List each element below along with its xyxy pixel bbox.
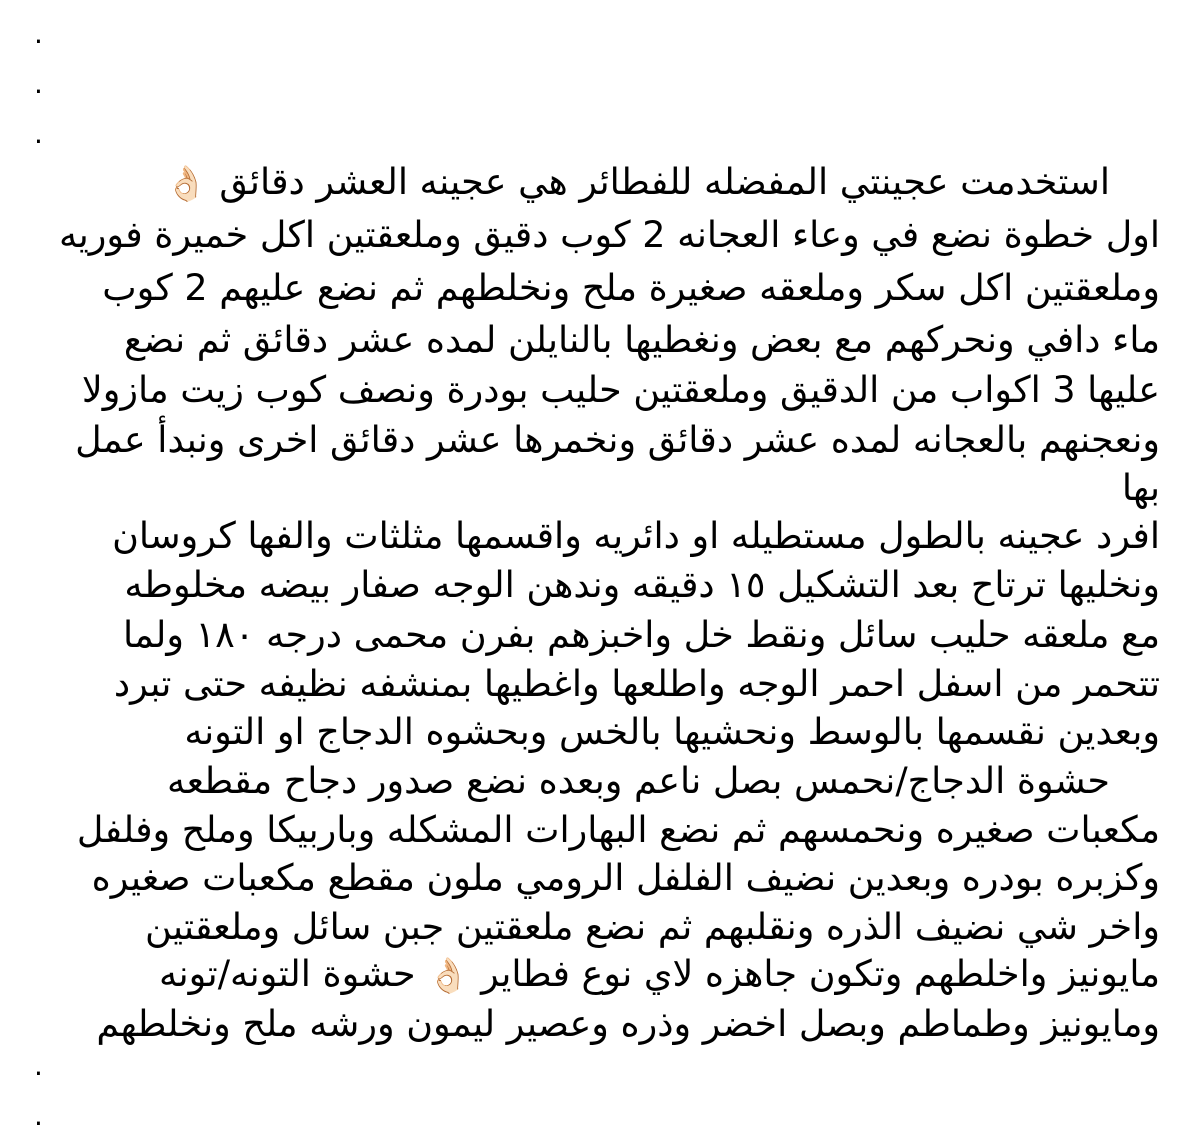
tuna-filling-line [159,948,1160,1000]
dough-line: وملعقتين اكل سكر وملعقه صغيرة ملح ونخلطهم ثم نضع عليهم 2 كوب [102,266,1160,309]
leading-dot: . [34,17,43,50]
filling-ready-text: مايونيز واخلطهم وتكون جاهزه لاي نوع فطاير [481,952,1160,995]
dough-line: عليها 3 اكواب من الدقيق وملعقتين حليب بودرة ونصف كوب زيت مازولا [81,368,1160,411]
dough-line: ونعجنهم بالعجانه لمده عشر دقائق ونخمرها عشر دقائق اخرى ونبدأ عمل [75,418,1160,461]
tuna-filling-line: ومايونيز وطماطم وبصل اخضر وذره وعصير ليمون ورشه ملح ونخلطهم [96,1002,1160,1045]
trailing-dot: . [34,1049,43,1082]
shaping-line: ونخليها ترتاح بعد التشكيل ١٥ دقيقه وندهن الوجه صفار بيضه مخلوطه [124,563,1160,606]
leading-dot: . [34,67,43,100]
chicken-filling-line: مكعبات صغيره ونحمسهم ثم نضع البهارات المشكله وباربيكا وملح وفلفل [76,808,1160,851]
shaping-line: تتحمر من اسفل احمر الوجه واطلعها واغطيها بمنشفه نظيفه حتى تبرد [113,662,1160,705]
trailing-dot: . [34,1099,43,1132]
ok-hand-icon: 👌🏻 [427,955,470,996]
chicken-filling-line: حشوة الدجاج/نحمس بصل ناعم وبعده نضع صدور دجاح مقطعه [167,759,1110,802]
ok-hand-icon: 👌🏻 [165,163,208,204]
dough-line: ماء دافي ونحركهم مع بعض ونغطيها بالنايلن لمده عشر دقائق ثم نضع [123,318,1160,361]
intro-line [165,156,1110,208]
tuna-filling-title: حشوة التونه/تونه [158,952,416,995]
chicken-filling-line: وكزبره بودره وبعدين نضيف الفلفل الرومي ملون مقطع مكعبات صغيره [91,856,1160,899]
dough-line: اول خطوة نضع في وعاء العجانه 2 كوب دقيق وملعقتين اكل خميرة فوريه [59,213,1160,256]
intro-text: استخدمت عجينتي المفضله للفطائر هي عجينه العشر دقائق [219,160,1110,203]
chicken-filling-line: واخر شي نضيف الذره ونقلبهم ثم نضع ملعقتين جبن سائل وملعقتين [145,905,1160,948]
leading-dot: . [34,117,43,150]
shaping-line: افرد عجينه بالطول مستطيله او دائريه واقسمها مثلثات والفها كروسان [112,514,1160,557]
shaping-line: وبعدين نقسمها بالوسط ونحشيها بالخس وبحشوه الدجاج او التونه [184,710,1160,753]
shaping-line: مع ملعقه حليب سائل ونقط خل واخبزهم بفرن محمى درجه ١٨٠ ولما [122,613,1160,656]
dough-line: بها [1121,466,1160,509]
